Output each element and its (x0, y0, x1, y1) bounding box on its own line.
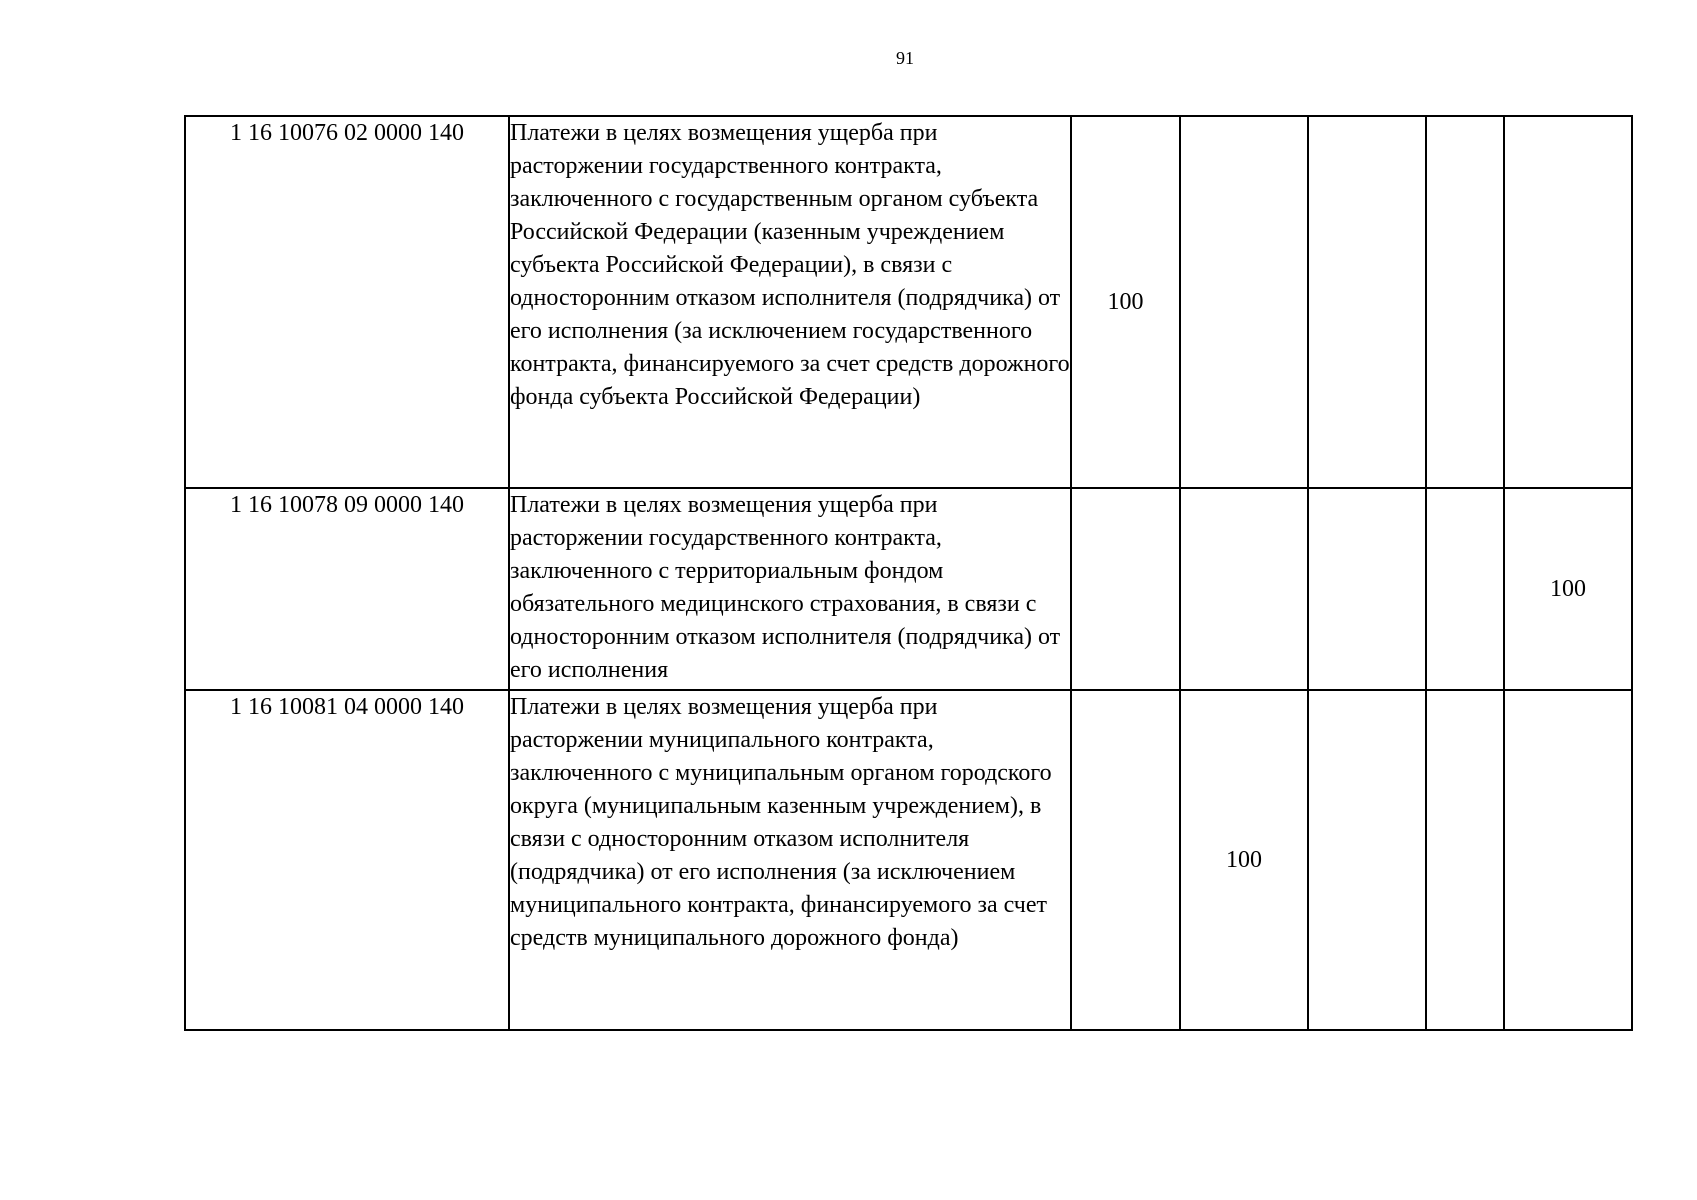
row-value-cell-1 (1071, 488, 1180, 690)
row-value-cell-3 (1308, 690, 1426, 1030)
row-value-cell-1 (1071, 690, 1180, 1030)
table-row (185, 116, 1632, 488)
row-code-cell: 1 16 10076 02 0000 140 (185, 116, 509, 488)
row-value-cell-5 (1504, 690, 1632, 1030)
budget-classification-table (184, 115, 1633, 1031)
row-value-cell-2 (1180, 488, 1308, 690)
row-value-cell-5 (1504, 116, 1632, 488)
table-row (185, 488, 1632, 690)
page-number: 91 (896, 48, 914, 68)
row-value-cell-4 (1426, 690, 1504, 1030)
row-value-cell-3 (1308, 488, 1426, 690)
row-value-cell-2: 100 (1180, 690, 1308, 1030)
row-value-cell-3 (1308, 116, 1426, 488)
row-value-cell-4 (1426, 488, 1504, 690)
row-description-cell: Платежи в целях возмещения ущерба при расторжении государственного контракта, заключенного с государственным органом субъекта Российской Федерации (казенным учреждением субъекта Российской Федерации), в связи с односторонним отказом исполнителя (подрядчика) от его исполнения (за исключением государственного контракта, финансируемого за счет средств дорожного фонда субъекта Российской Федерации) (509, 116, 1071, 488)
table-row (185, 690, 1632, 1030)
row-value-cell-5: 100 (1504, 488, 1632, 690)
row-code-cell: 1 16 10081 04 0000 140 (185, 690, 509, 1030)
row-value-cell-4 (1426, 116, 1504, 488)
row-description-cell: Платежи в целях возмещения ущерба при расторжении муниципального контракта, заключенного с муниципальным органом городского округа (муниципальным казенным учреждением), в связи с односторонним отказом исполнителя (подрядчика) от его исполнения (за исключением муниципального контракта, финансируемого за счет средств муниципального дорожного фонда) (509, 690, 1071, 1030)
row-value-cell-2 (1180, 116, 1308, 488)
row-description-cell: Платежи в целях возмещения ущерба при расторжении государственного контракта, заключенного с территориальным фондом обязательного медицинского страхования, в связи с односторонним отказом исполнителя (подрядчика) от его исполнения (509, 488, 1071, 690)
row-code-cell: 1 16 10078 09 0000 140 (185, 488, 509, 690)
row-value-cell-1: 100 (1071, 116, 1180, 488)
